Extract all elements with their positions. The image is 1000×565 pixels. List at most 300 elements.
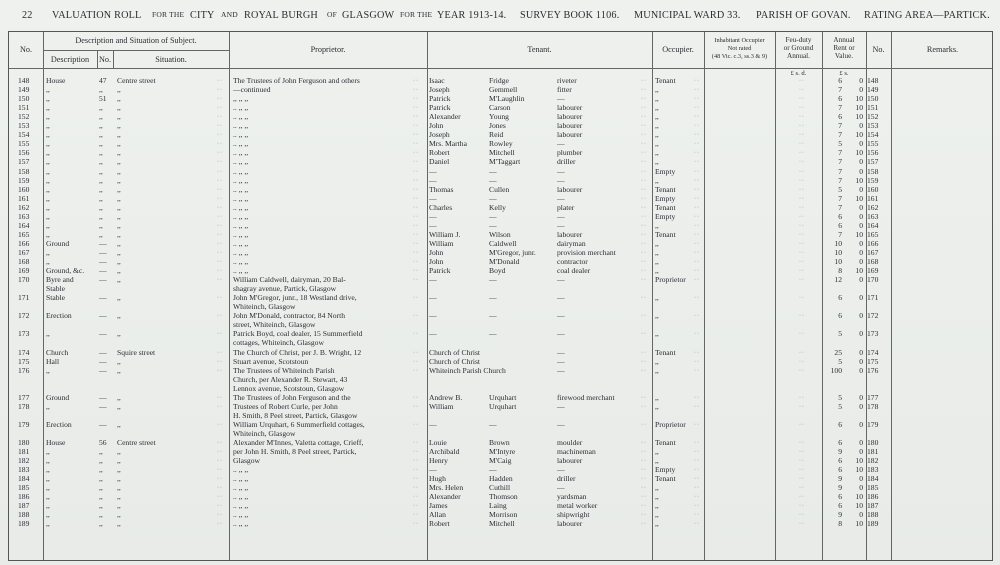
cell-no: 151 [18,103,30,113]
cell-occ: ,, [655,220,659,230]
cell-sit: ,, [117,474,121,484]
cell-num: 56 [99,438,107,447]
cell-prop: .. ,, ,, [233,112,249,122]
leader-dots: ·· [413,440,419,446]
leader-dots: ·· [641,295,647,302]
cell-num: — [99,392,107,402]
leader-dots: ·· [641,231,647,238]
leader-dots: ·· [799,177,805,184]
cell-pounds: 10 [834,238,842,248]
cell-to: coal dealer [557,266,591,276]
cell-pounds: 7 [838,166,842,176]
cell-no: 153 [18,121,30,131]
leader-dots: ·· [217,177,223,184]
cell-shill: 0 [859,419,863,429]
cell-shill: 0 [859,184,863,194]
leader-dots: ·· [641,494,647,501]
cell-occ: Proprietor [655,419,686,429]
cell-ts: M'Laughlin [489,94,525,104]
cell-ts: — [489,419,497,429]
cell-to: — [557,94,565,104]
cell-occ: ,, [655,510,659,520]
cell-occ: ,, [655,130,659,140]
cell-num: ,, [99,157,103,167]
cell-no: 159 [18,175,30,185]
cell-sit: ,, [117,139,121,149]
cell-no: 187 [18,501,30,511]
cell-ts: — [489,166,497,176]
leader-dots: ·· [217,96,223,103]
leader-dots: ·· [641,367,647,374]
cell-to: machineman [557,447,596,457]
cell-prop: John M'Donald, contractor, 84 North [233,311,345,321]
leader-dots: ·· [694,331,700,338]
cell-prop: shagray avenue, Partick, Glasgow [233,284,337,294]
leader-dots: ·· [799,249,805,256]
leader-dots: ·· [799,195,805,202]
cell-shill: 10 [855,465,863,475]
leader-dots: ·· [799,222,805,229]
leader-dots: ·· [694,467,700,474]
leader-dots: ·· [694,358,700,365]
cell-desc: ,, [46,139,50,149]
leader-dots: ·· [217,249,223,256]
cell-num: — [99,329,107,339]
leader-dots: ·· [217,213,223,220]
cell-desc: ,, [46,85,50,95]
cell-no-right: 174 [867,347,879,357]
cell-sit: ,, [117,401,121,411]
leader-dots: ·· [217,358,223,365]
leader-dots: ·· [217,186,223,193]
cell-tf: — [429,293,437,303]
leader-dots: ·· [799,231,805,238]
title-for-the: FOR THE [152,10,185,19]
cell-no-right: 178 [867,401,879,411]
cell-prop: .. ,, ,, [233,238,249,248]
cell-pounds: 6 [838,501,842,511]
cell-prop: .. ,, ,, [233,175,249,185]
cell-pounds: 7 [838,130,842,140]
cell-occ: Tenant [655,474,676,484]
cell-no-right: 151 [867,103,879,113]
cell-tf: John [429,121,444,131]
cell-ts: Laing [489,501,507,511]
leader-dots: ·· [641,222,647,229]
cell-no-right: 169 [867,266,879,276]
leader-dots: ·· [641,403,647,410]
leader-dots: ·· [641,177,647,184]
cell-no-right: 149 [867,85,879,95]
cell-no: 168 [18,257,30,266]
cell-no: 178 [18,401,30,411]
cell-desc: Hall [46,356,60,366]
cell-occ: ,, [655,247,659,257]
cell-prop: .. ,, ,, [233,229,249,239]
col-proprietor: Proprietor. [310,45,346,54]
cell-no: 176 [18,365,30,375]
cell-to: driller [557,157,576,167]
cell-no: 154 [18,130,30,140]
cell-desc: ,, [46,157,50,167]
cell-desc: ,, [46,184,50,194]
cell-no: 173 [18,329,30,339]
cell-tf: — [429,311,437,321]
col-no: No. [19,45,33,54]
cell-sit: ,, [117,175,121,185]
cell-tf: Thomas [429,184,454,194]
cell-desc: Ground [46,392,70,402]
leader-dots: ·· [413,259,419,265]
cell-no: 167 [18,247,30,257]
cell-to: labourer [557,103,583,113]
cell-num: ,, [99,519,103,529]
cell-tf: — [429,329,437,339]
cell-pounds: 6 [838,438,842,447]
cell-occ: ,, [655,148,659,158]
leader-dots: ·· [217,485,223,492]
cell-no-right: 171 [867,293,879,303]
cell-ts: Urquhart [489,401,517,411]
leader-dots: ·· [799,521,805,528]
leader-dots: ·· [694,403,700,410]
cell-pounds: 6 [838,492,842,502]
cell-sit: ,, [117,202,121,212]
cell-desc: ,, [46,103,50,113]
leader-dots: ·· [217,295,223,302]
cell-shill: 0 [859,474,863,484]
cell-ts: — [489,211,497,221]
cell-num: ,, [99,474,103,484]
cell-desc: Stable [46,293,65,303]
cell-prop: William Caldwell, dairyman, 20 Bal- [233,275,346,285]
leader-dots: ·· [217,141,223,148]
cell-no-right: 184 [867,474,879,484]
cell-sit: ,, [117,247,121,257]
cell-ts: Carson [489,103,511,113]
title-for-the-2: FOR THE [400,10,433,19]
cell-no-right: 148 [867,76,879,85]
cell-ts: — [489,193,497,203]
cell-occ: Tenant [655,347,676,357]
cell-desc: Church [46,347,69,357]
leader-dots: ·· [641,159,647,166]
leader-dots: ·· [694,123,700,130]
cell-sit: ,, [117,85,121,95]
leader-dots: ·· [217,114,223,121]
cell-shill: 10 [855,229,863,239]
cell-desc: ,, [46,211,50,221]
leader-dots: ·· [641,168,647,175]
cell-occ: Empty [655,465,676,475]
cell-num: ,, [99,103,103,113]
cell-no: 152 [18,112,30,122]
leader-dots: ·· [641,249,647,256]
cell-num: ,, [99,510,103,520]
leader-dots: ·· [217,494,223,501]
leader-dots: ·· [217,222,223,229]
leader-dots: ·· [413,222,419,229]
leader-dots: ·· [413,358,419,365]
cell-no-right: 152 [867,112,879,122]
leader-dots: ·· [217,349,223,356]
leader-dots: ·· [641,123,647,130]
survey-book: SURVEY BOOK 1106. [520,10,620,21]
cell-desc: Ground [46,238,70,248]
leader-dots: ·· [413,231,419,238]
cell-occ: ,, [655,257,659,266]
cell-sit: ,, [117,519,121,529]
cell-num: — [99,401,107,411]
leader-dots: ·· [413,313,419,320]
cell-shill: 10 [855,456,863,466]
leader-dots: ·· [799,204,805,211]
cell-pounds: 5 [838,184,842,194]
cell-prop: .. ,, ,, [233,130,249,140]
leader-dots: ·· [641,467,647,474]
cell-no-right: 177 [867,392,879,402]
leader-dots: ·· [694,367,700,374]
cell-pounds: 7 [838,229,842,239]
leader-dots: ·· [217,132,223,139]
cell-sit: ,, [117,193,121,203]
cell-occ: Proprietor [655,275,686,285]
leader-dots: ·· [641,277,647,284]
cell-num: — [99,311,107,321]
leader-dots: ·· [641,485,647,492]
cell-tf: Joseph [429,85,450,95]
cell-tf: — [429,175,437,185]
cell-no: 160 [18,184,30,194]
cell-no-right: 164 [867,220,879,230]
cell-sit: ,, [117,465,121,475]
leader-dots: ·· [217,521,223,528]
cell-to: — [557,175,565,185]
cell-desc: House [46,76,66,85]
cell-sit: ,, [117,148,121,158]
cell-prop: .. ,, ,, [233,211,249,221]
leader-dots: ·· [694,177,700,184]
cell-prop: cottages, Whiteinch, Glasgow [233,338,324,348]
cell-tf: Patrick [429,94,451,104]
cell-num: ,, [99,130,103,140]
col-not-rated: Not rated [727,45,752,52]
cell-prop: —continued [233,85,271,95]
leader-dots: ·· [799,259,805,265]
cell-pounds: 5 [838,329,842,339]
cell-occ: ,, [655,365,659,375]
title-of: OF [327,10,337,19]
cell-sit: ,, [117,501,121,511]
cell-no-right: 159 [867,175,879,185]
cell-prop: .. ,, ,, [233,121,249,131]
cell-no-right: 179 [867,419,879,429]
cell-shill: 0 [859,85,863,95]
cell-no: 175 [18,356,30,366]
cell-tf: Church of Christ [429,356,481,366]
cell-sit: ,, [117,510,121,520]
cell-no-right: 155 [867,139,879,149]
cell-num: ,, [99,465,103,475]
cell-to: metal worker [557,501,598,511]
cell-prop: Stuart avenue, Scotstoun [233,356,309,366]
rating-area: RATING AREA—PARTICK. [864,10,990,21]
leader-dots: ·· [217,159,223,166]
cell-num: ,, [99,492,103,502]
cell-num: ,, [99,166,103,176]
cell-no-right: 170 [867,275,879,285]
leader-dots: ·· [799,78,805,84]
cell-num: ,, [99,148,103,158]
col-situation: Situation. [155,55,187,64]
leader-dots: ·· [641,132,647,139]
cell-ts: Reid [489,130,504,140]
cell-to: labourer [557,229,583,239]
cell-sit: ,, [117,121,121,131]
cell-no-right: 161 [867,193,879,203]
leader-dots: ·· [217,476,223,483]
cell-tf: James [429,501,448,511]
leader-dots: ·· [217,78,223,84]
cell-occ: ,, [655,85,659,95]
cell-shill: 0 [859,438,863,447]
leader-dots: ·· [413,421,419,428]
cell-tf: John [429,247,444,257]
leader-dots: ·· [217,467,223,474]
leader-dots: ·· [413,141,419,148]
cell-shill: 10 [855,501,863,511]
cell-pounds: 7 [838,103,842,113]
cell-no: 181 [18,447,30,457]
cell-prop: H. Smith, 8 Peel street, Partick, Glasgow [233,410,358,420]
title-glasgow: GLASGOW [342,10,395,21]
leader-dots: ·· [413,195,419,202]
leader-dots: ·· [799,132,805,139]
cell-pounds: 7 [838,148,842,158]
cell-no-right: 180 [867,438,879,447]
leader-dots: ·· [694,96,700,103]
cell-desc: ,, [46,483,50,493]
cell-no: 149 [18,85,30,95]
cell-pounds: 7 [838,121,842,131]
cell-pounds: 10 [834,257,842,266]
cell-pounds: 7 [838,193,842,203]
cell-sit: ,, [117,266,121,276]
cell-to: dairyman [557,238,586,248]
cell-num: ,, [99,184,103,194]
leader-dots: ·· [641,78,647,84]
leader-dots: ·· [799,512,805,519]
cell-shill: 0 [859,510,863,520]
leader-dots: ·· [413,277,419,284]
leader-dots: ·· [413,521,419,528]
cell-no: 169 [18,266,30,276]
cell-no-right: 162 [867,202,879,212]
cell-prop: .. ,, ,, [233,510,249,520]
cell-pounds: 6 [838,112,842,122]
leader-dots: ·· [799,458,805,465]
leader-dots: ·· [641,331,647,338]
cell-ts: Young [489,112,509,122]
leader-dots: ·· [694,195,700,202]
cell-desc: ,, [46,202,50,212]
cell-tf: Archibald [429,447,460,457]
cell-ts: Boyd [489,266,506,276]
leader-dots: ·· [413,204,419,211]
cell-to: labourer [557,519,583,529]
cell-occ: ,, [655,329,659,339]
cell-num: — [99,247,107,257]
leader-dots: ·· [413,268,419,275]
cell-prop: .. ,, ,, [233,220,249,230]
cell-shill: 0 [859,347,863,357]
cell-occ: ,, [655,492,659,502]
leader-dots: ·· [217,195,223,202]
cell-tf: Patrick [429,266,451,276]
cell-sit: ,, [117,220,121,230]
leader-dots: ·· [694,349,700,356]
leader-dots: ·· [413,485,419,492]
leader-dots: ·· [217,123,223,130]
cell-shill: 0 [859,238,863,248]
cell-shill: 0 [859,483,863,493]
cell-to: — [557,311,565,321]
cell-num: — [99,365,107,375]
cell-no: 184 [18,474,30,484]
cell-to: — [557,166,565,176]
cell-num: ,, [99,139,103,149]
cell-occ: ,, [655,447,659,457]
leader-dots: ·· [413,159,419,166]
cell-desc: ,, [46,501,50,511]
leader-dots: ·· [217,512,223,519]
cell-occ: ,, [655,121,659,131]
leader-dots: ·· [799,277,805,284]
cell-no-right: 172 [867,311,879,321]
cell-num: — [99,257,107,266]
cell-sit: ,, [117,329,121,339]
cell-occ: ,, [655,112,659,122]
leader-dots: ·· [413,105,419,112]
leader-dots: ·· [217,440,223,446]
cell-to: labourer [557,130,583,140]
cell-tf: Mrs. Martha [429,139,467,149]
cell-desc: ,, [46,229,50,239]
leader-dots: ·· [694,449,700,456]
cell-num: 51 [99,94,107,104]
cell-tf: Henry [429,456,448,466]
cell-shill: 0 [859,76,863,85]
cell-occ: Empty [655,166,676,176]
cell-to: moulder [557,438,583,447]
leader-dots: ·· [413,249,419,256]
cell-ts: Thomson [489,492,518,502]
cell-to: labourer [557,184,583,194]
leader-dots: ·· [641,114,647,121]
cell-shill: 0 [859,401,863,411]
leader-dots: ·· [799,476,805,483]
col-rent-3: Value. [834,52,854,60]
cell-ts: M'Taggart [489,157,521,167]
cell-no: 170 [18,275,30,285]
cell-prop: Lennox avenue, Scotstoun, Glasgow [233,383,345,393]
cell-tf: Whiteinch Parish Church [429,365,506,375]
cell-no-right: 163 [867,211,879,221]
cell-shill: 0 [859,329,863,339]
cell-prop: street, Whiteinch, Glasgow [233,320,316,330]
cell-desc: Ground, &c. [46,266,85,276]
cell-shill: 0 [859,257,863,266]
